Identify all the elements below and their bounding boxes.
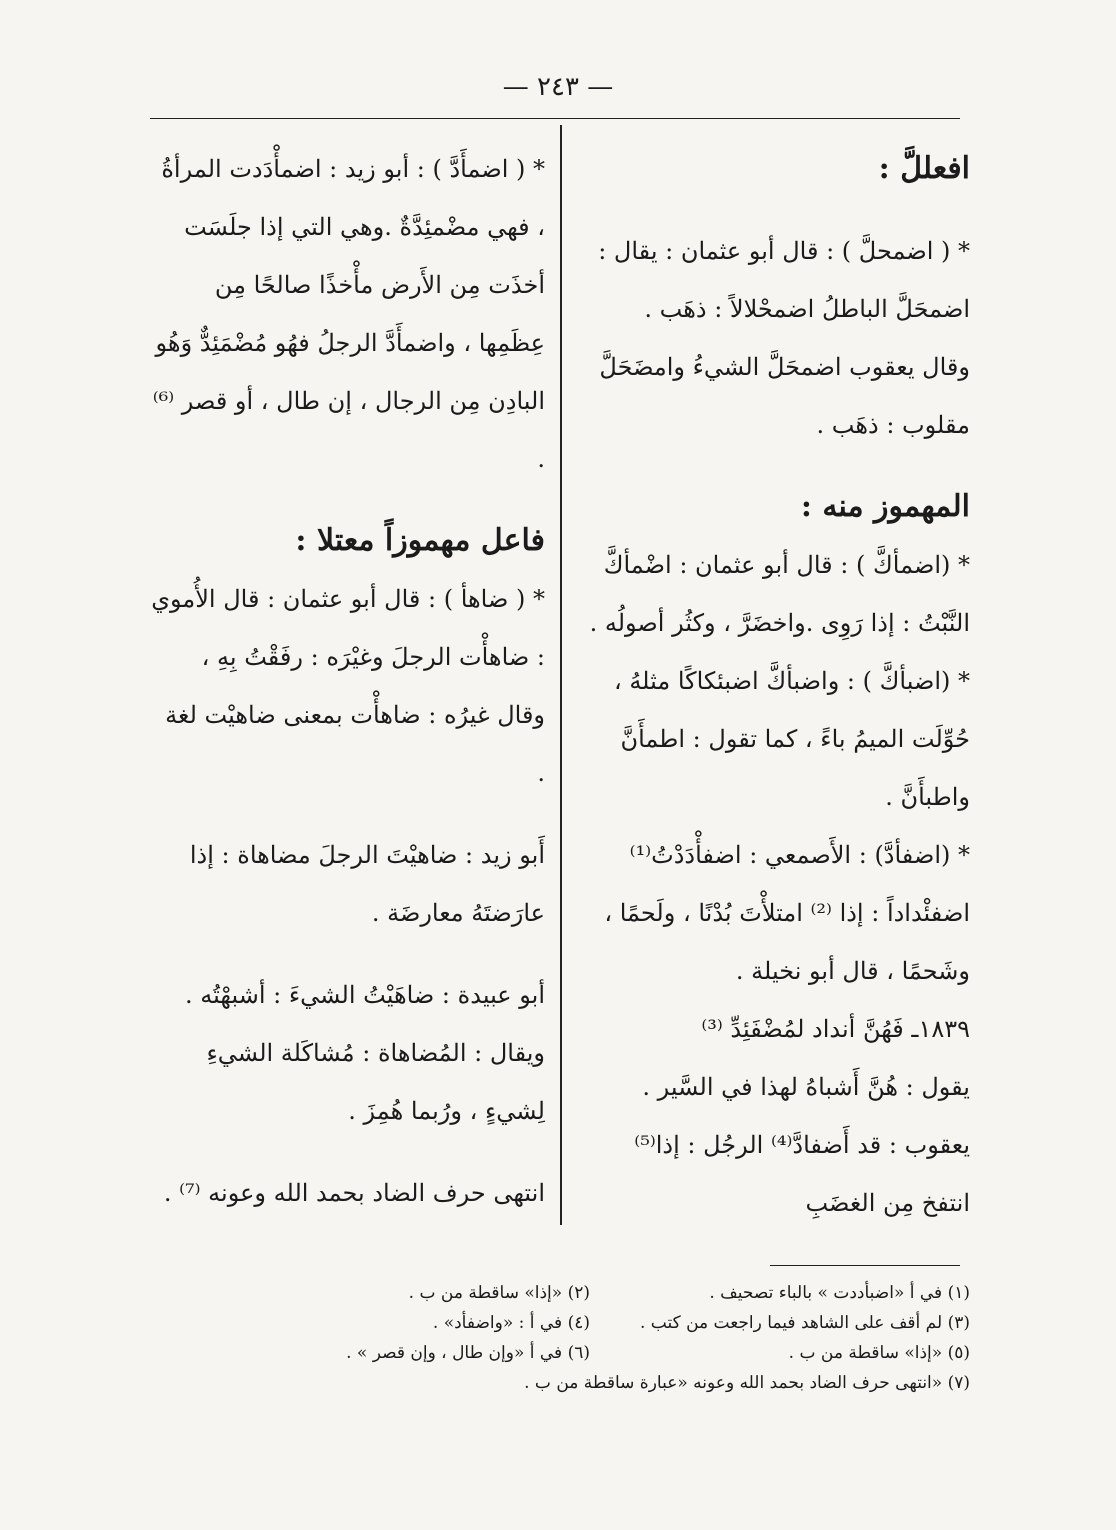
entry: أَبو زيد : ضاهيْتَ الرجلَ مضاهاة : إذا عارَضتَهُ معارضَة . [189, 841, 545, 927]
entry: * (اضبأكَّ ) : واضبأكَّ اضبئكاكًا مثلهُ ، حُوِّلَت الميمُ باءً ، كما تقول : اطمأَنَّ واطبأَنَّ . [613, 667, 970, 811]
poetry-verse: ١٨٣٩ـ فَهُنَّ أنداد لمُضْفَئِدِّ ⁽³⁾ [701, 1015, 970, 1043]
entry: * ( ضاهأ ) : قال أبو عثمان : قال الأُموي : ضاهأْت الرجلَ وغيْرَه : رفَقْتُ بِهِ ، وقال غيرُه : ضاهأْت بمعنى ضاهيْت لغة . [151, 585, 545, 787]
header-rule [150, 118, 960, 119]
entry: * ( اضمأَدَّ ) : أبو زيد : اضمأْدَدت المرأةُ ، فهي مضْمئِدَّةٌ .وهي التي إذا جلَسَت أخذَت مِن الأَرض مأْخذًا صالحًا مِن عِظَمِها ، واضمأَدَّ الرجلُ فهُو مُضْمَئِدٌّ وَهُو البادِن مِن الرجال ، إن طال ، أو قصر ⁽⁶⁾ . [152, 155, 545, 473]
footnote: (٤) في أ : «واضفأد» . [432, 1313, 590, 1333]
heading: افعللَّ : [878, 151, 970, 186]
right-column [580, 140, 970, 1232]
column-divider [560, 125, 562, 1225]
footnote: (٦) في أ «وإن طال ، وإن قصر » . [346, 1343, 590, 1363]
entry: * (اضمأكَّ ) : قال أبو عثمان : اضْمأكَّ النَّبْتُ : إذا رَوِى .واخضَرَّ ، وكثُر أصولُه . [589, 551, 970, 637]
entry: * ( اضمحلَّ ) : قال أبو عثمان : يقال : اضمحَلَّ الباطلُ اضمحْلالاً : ذهَب . [598, 237, 970, 323]
page-number: — ٢٤٣ — [502, 72, 614, 102]
footnote-row [200, 1278, 970, 1308]
footnote: (٣) لم أقف على الشاهد فيما راجعت من كتب . [639, 1313, 970, 1333]
entry: أبو عبيدة : ضاهَيْتُ الشيءَ : أشبهْتُه . ويقال : المُضاهاة : مُشاكَلة الشيءِ لِشيءٍ ، ورُبما هُمِزَ . [185, 981, 545, 1125]
footnote-row [200, 1338, 970, 1368]
closing-note: انتهى حرف الضاد بحمد الله وعونه ⁽⁷⁾ . [163, 1179, 545, 1207]
heading: المهموز منه : [800, 489, 970, 524]
footnote-row [200, 1308, 970, 1338]
footnote-rule [770, 1265, 960, 1266]
footnotes [200, 1278, 970, 1398]
footnote: (٢) «إذا» ساقطة من ب . [408, 1283, 590, 1303]
footnote: (١) في أ «اضبأددت » بالباء تصحيف . [709, 1283, 970, 1303]
entry: يعقوب : قد أَضفادَّ⁽⁴⁾ الرجُل : إذا⁽⁵⁾ انتفخ مِن الغضَبِ [634, 1131, 970, 1217]
footnote: (٥) «إذا» ساقطة من ب . [788, 1343, 970, 1363]
entry: وقال يعقوب اضمحَلَّ الشيءُ وامضَحَلَّ مقلوب : ذهَب . [599, 353, 970, 439]
entry: يقول : هُنَّ أَشباهُ لهذا في السَّير . [642, 1073, 970, 1101]
left-column [150, 140, 545, 1222]
heading: فاعل مهموزاً معتلا : [295, 523, 545, 558]
entry: * (اضفأدَّ) : الأَصمعي : اضفأْدَدْتُ⁽¹⁾ اضفئْداداً : إذا ⁽²⁾ امتلأْتَ بُدْنًا ، ولَحمًا ، وشَحمًا ، قال أبو نخيلة . [604, 841, 970, 985]
footnote: (٧) «انتهى حرف الضاد بحمد الله وعونه «عبارة ساقطة من ب . [524, 1373, 970, 1393]
